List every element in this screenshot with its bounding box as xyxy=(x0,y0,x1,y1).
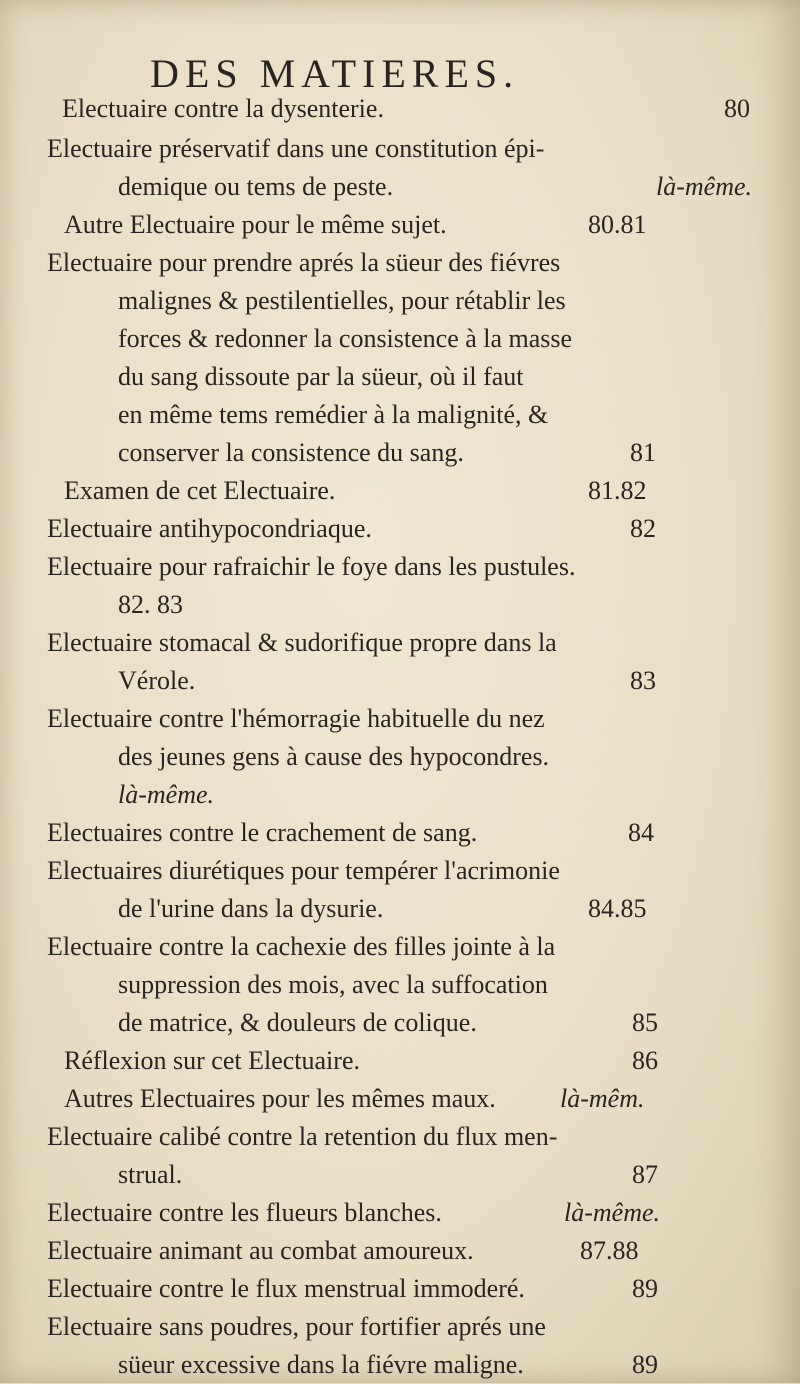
entry-page: 81 xyxy=(630,438,656,467)
entry-line: Electuaire contre les flueurs blanches. xyxy=(47,1198,442,1227)
entry-line: Electuaire calibé contre la retention du flux men- xyxy=(47,1122,558,1151)
page-title: DES MATIERES. xyxy=(150,51,520,96)
entry-line: du sang dissoute par la süeur, où il faut xyxy=(118,362,524,391)
entry-line: Electuaire antihypocondriaque. xyxy=(47,514,372,543)
entry-line: Autre Electuaire pour le même sujet. xyxy=(64,210,447,239)
entry-line: Electuaire préservatif dans une constitution épi- xyxy=(47,134,545,163)
entry-page: là-même. xyxy=(656,172,753,201)
entry-line: Réflexion sur cet Electuaire. xyxy=(64,1046,360,1075)
entry-line: en même tems remédier à la malignité, & xyxy=(118,400,549,429)
entry-line: Examen de cet Electuaire. xyxy=(64,476,336,505)
entry-line: Electuaires contre le crachement de sang. xyxy=(47,818,478,847)
entry-page: 89 xyxy=(632,1350,658,1379)
entry-page: là-mêm. xyxy=(560,1084,645,1113)
entry-line: Electuaires diurétiques pour tempérer l'acrimonie xyxy=(47,856,560,885)
entry-line: forces & redonner la consistence à la masse xyxy=(118,324,573,353)
entry-line: Electuaire contre le flux menstrual immoderé. xyxy=(47,1274,525,1303)
entry-line: malignes & pestilentielles, pour rétablir les xyxy=(118,286,566,315)
entry-page: 85 xyxy=(632,1008,658,1037)
entry-line: suppression des mois, avec la suffocation xyxy=(118,970,548,999)
entry-line: 82. 83 xyxy=(118,590,183,619)
entry-page: 86 xyxy=(632,1046,658,1075)
entry-line: Electuaire contre la cachexie des filles jointe à la xyxy=(47,932,556,961)
entry-line: süeur excessive dans la fiévre maligne. xyxy=(118,1350,524,1379)
entry-page: 89 xyxy=(632,1274,658,1303)
entry-page: 80 xyxy=(724,94,750,123)
entry-page: là-même. xyxy=(564,1198,661,1227)
entry-line: Electuaire sans poudres, pour fortifier aprés une xyxy=(47,1312,546,1341)
entry-line: Electuaire contre la dysenterie. xyxy=(62,94,384,123)
entry-line: Autres Electuaires pour les mêmes maux. xyxy=(64,1084,496,1113)
entry-page: 82 xyxy=(630,514,656,543)
entry-page: 84.85 xyxy=(588,894,647,923)
entry-line: Vérole. xyxy=(118,666,196,695)
entry-line: conserver la consistence du sang. xyxy=(118,438,464,467)
entry-line: des jeunes gens à cause des hypocondres. xyxy=(118,742,550,771)
entry-line: là-même. xyxy=(118,780,215,809)
entry-page: 80.81 xyxy=(588,210,647,239)
entry-line: Electuaire stomacal & sudorifique propre dans la xyxy=(47,628,557,657)
entry-line: strual. xyxy=(118,1160,183,1189)
entry-line: de matrice, & douleurs de colique. xyxy=(118,1008,477,1037)
entry-page: 83 xyxy=(630,666,656,695)
entry-page: 84 xyxy=(628,818,654,847)
entry-line: Electuaire pour prendre aprés la süeur des fiévres xyxy=(47,248,561,277)
entry-line: demique ou tems de peste. xyxy=(118,172,394,201)
entry-line: de l'urine dans la dysurie. xyxy=(118,894,384,923)
entry-page: 87.88 xyxy=(580,1236,639,1265)
entry-line: Electuaire animant au combat amoureux. xyxy=(47,1236,474,1265)
entry-line: Electuaire contre l'hémorragie habituelle du nez xyxy=(47,704,545,733)
entry-line: Electuaire pour rafraichir le foye dans les pustules. xyxy=(47,552,576,581)
entry-page: 87 xyxy=(632,1160,658,1189)
entry-page: 81.82 xyxy=(588,476,647,505)
